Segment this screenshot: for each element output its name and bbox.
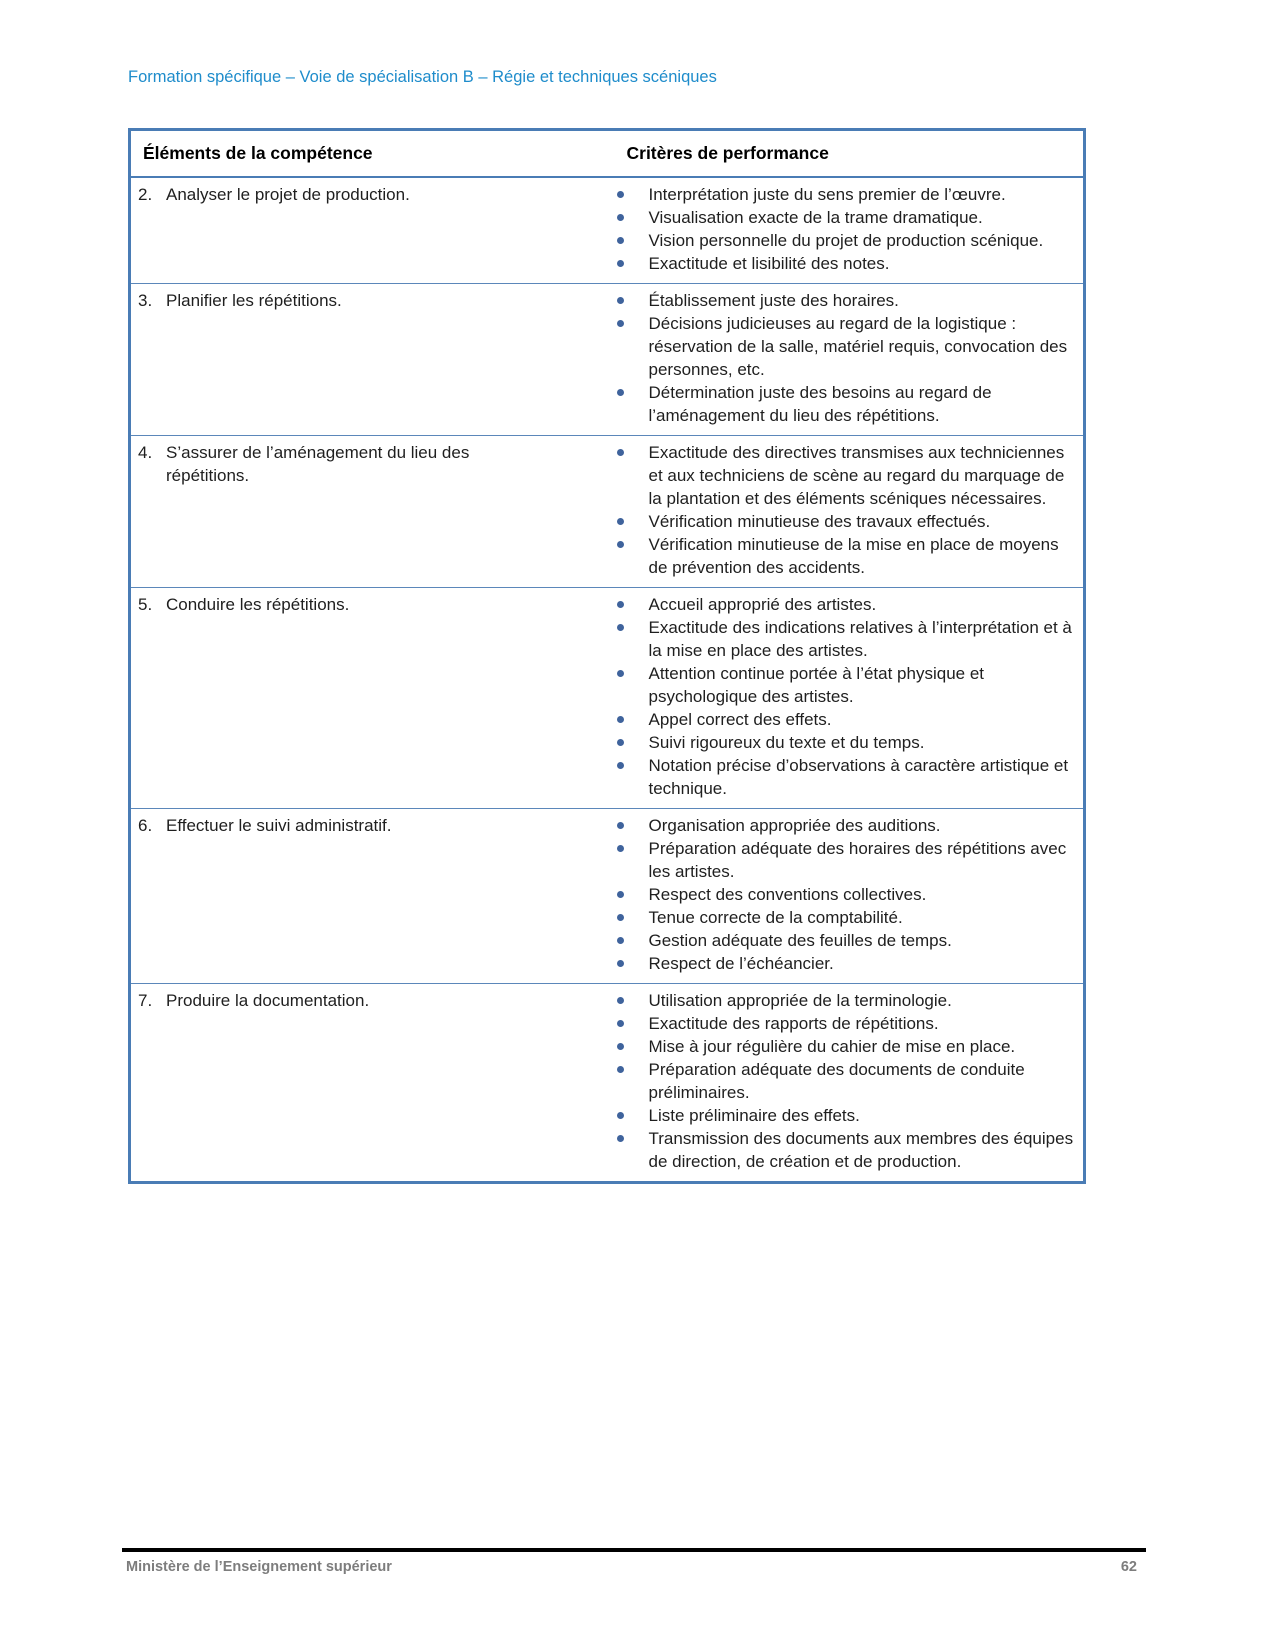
- bullet-icon: [617, 1020, 624, 1027]
- criterion-item: [615, 754, 1078, 800]
- bullet-icon: [617, 1112, 624, 1119]
- bullet-icon: [617, 960, 624, 967]
- table-row: [130, 284, 1085, 436]
- element-number: 5.: [138, 595, 153, 614]
- criterion-text: Notation précise d’observations à caractère artistique et technique.: [648, 756, 1069, 798]
- criterion-item: [615, 929, 1078, 952]
- criterion-item: [615, 1104, 1078, 1127]
- element-text: Conduire les répétitions.: [166, 595, 350, 614]
- element-text: Produire la documentation.: [166, 991, 370, 1010]
- element-text: Planifier les répétitions.: [166, 291, 342, 310]
- element-cell: [130, 984, 615, 1183]
- bullet-icon: [617, 891, 624, 898]
- element-number: 4.: [138, 443, 153, 462]
- criterion-text: Établissement juste des horaires.: [648, 291, 899, 310]
- criterion-item: [615, 289, 1078, 312]
- element-cell: [130, 809, 615, 984]
- element-cell: [130, 436, 615, 588]
- table-header-row: [130, 130, 1085, 178]
- criterion-text: Tenue correcte de la comptabilité.: [648, 908, 903, 927]
- element-cell: [130, 177, 615, 284]
- element-number: 2.: [138, 185, 153, 204]
- element-cell: [130, 284, 615, 436]
- criteria-list: [615, 289, 1078, 427]
- bullet-icon: [617, 914, 624, 921]
- criteria-cell: [615, 809, 1085, 984]
- bullet-icon: [617, 937, 624, 944]
- element-number: 3.: [138, 291, 153, 310]
- criterion-text: Vision personnelle du projet de production scénique.: [648, 231, 1044, 250]
- criterion-item: [615, 1058, 1078, 1104]
- element-item: [138, 183, 605, 206]
- criterion-text: Attention continue portée à l’état physique et psychologique des artistes.: [648, 664, 985, 706]
- column-header-elements: Éléments de la compétence: [143, 143, 373, 163]
- footer-divider: [122, 1548, 1146, 1552]
- running-header: Formation spécifique – Voie de spécialisation B – Régie et techniques scéniques: [128, 68, 717, 86]
- criterion-text: Visualisation exacte de la trame dramatique.: [648, 208, 983, 227]
- bullet-icon: [617, 716, 624, 723]
- criterion-text: Respect de l’échéancier.: [648, 954, 834, 973]
- table-row: [130, 588, 1085, 809]
- criterion-item: [615, 989, 1078, 1012]
- criterion-text: Interprétation juste du sens premier de l’œuvre.: [648, 185, 1006, 204]
- bullet-icon: [617, 389, 624, 396]
- criterion-text: Préparation adéquate des horaires des répétitions avec les artistes.: [648, 839, 1067, 881]
- bullet-icon: [617, 1135, 624, 1142]
- criterion-text: Détermination juste des besoins au regard de l’aménagement du lieu des répétitions.: [648, 383, 992, 425]
- criteria-list: [615, 183, 1078, 275]
- criteria-cell: [615, 436, 1085, 588]
- bullet-icon: [617, 1066, 624, 1073]
- criterion-text: Gestion adéquate des feuilles de temps.: [648, 931, 952, 950]
- element-item: [138, 289, 605, 312]
- criterion-item: [615, 814, 1078, 837]
- criterion-text: Liste préliminaire des effets.: [648, 1106, 860, 1125]
- criterion-text: Exactitude des rapports de répétitions.: [648, 1014, 939, 1033]
- criterion-text: Préparation adéquate des documents de conduite préliminaires.: [648, 1060, 1025, 1102]
- criterion-item: [615, 206, 1078, 229]
- criteria-cell: [615, 588, 1085, 809]
- bullet-icon: [617, 845, 624, 852]
- bullet-icon: [617, 449, 624, 456]
- element-text: S’assurer de l’aménagement du lieu des répétitions.: [166, 443, 470, 485]
- criterion-item: [615, 837, 1078, 883]
- element-cell: [130, 588, 615, 809]
- criterion-text: Exactitude des directives transmises aux techniciennes et aux techniciens de scène au regard du marquage de la plantation et des éléments scéniques nécessaires.: [648, 443, 1065, 508]
- element-text: Analyser le projet de production.: [166, 185, 410, 204]
- bullet-icon: [617, 822, 624, 829]
- criterion-item: [615, 593, 1078, 616]
- competence-table: [128, 128, 1086, 1184]
- criterion-text: Exactitude et lisibilité des notes.: [648, 254, 890, 273]
- table-row: [130, 177, 1085, 284]
- criterion-text: Accueil approprié des artistes.: [648, 595, 877, 614]
- criterion-item: [615, 1035, 1078, 1058]
- criterion-text: Vérification minutieuse de la mise en place de moyens de prévention des accidents.: [648, 535, 1059, 577]
- criterion-item: [615, 906, 1078, 929]
- criteria-list: [615, 441, 1078, 579]
- table-row: [130, 809, 1085, 984]
- bullet-icon: [617, 320, 624, 327]
- criterion-item: [615, 1012, 1078, 1035]
- bullet-icon: [617, 191, 624, 198]
- criterion-text: Mise à jour régulière du cahier de mise en place.: [648, 1037, 1016, 1056]
- criterion-item: [615, 183, 1078, 206]
- criterion-text: Utilisation appropriée de la terminologie.: [648, 991, 952, 1010]
- element-text: Effectuer le suivi administratif.: [166, 816, 392, 835]
- criteria-cell: [615, 284, 1085, 436]
- criterion-item: [615, 510, 1078, 533]
- criteria-list: [615, 814, 1078, 975]
- bullet-icon: [617, 214, 624, 221]
- criterion-text: Exactitude des indications relatives à l’interprétation et à la mise en place des artistes.: [648, 618, 1072, 660]
- bullet-icon: [617, 1043, 624, 1050]
- criterion-item: [615, 252, 1078, 275]
- criterion-item: [615, 662, 1078, 708]
- bullet-icon: [617, 739, 624, 746]
- footer-ministry-label: Ministère de l’Enseignement supérieur: [126, 1559, 392, 1575]
- criterion-item: [615, 1127, 1078, 1173]
- criterion-item: [615, 731, 1078, 754]
- criterion-item: [615, 952, 1078, 975]
- criterion-text: Suivi rigoureux du texte et du temps.: [648, 733, 925, 752]
- bullet-icon: [617, 762, 624, 769]
- criterion-item: [615, 708, 1078, 731]
- criteria-list: [615, 989, 1078, 1173]
- bullet-icon: [617, 997, 624, 1004]
- criterion-item: [615, 381, 1078, 427]
- bullet-icon: [617, 260, 624, 267]
- table-row: [130, 984, 1085, 1183]
- criterion-item: [615, 312, 1078, 381]
- criterion-text: Transmission des documents aux membres des équipes de direction, de création et de production.: [648, 1129, 1074, 1171]
- element-item: [138, 989, 605, 1012]
- criterion-text: Décisions judicieuses au regard de la logistique : réservation de la salle, matériel requis, convocation des personnes, etc.: [648, 314, 1068, 379]
- bullet-icon: [617, 541, 624, 548]
- footer-page-number: 62: [1120, 1559, 1137, 1575]
- bullet-icon: [617, 624, 624, 631]
- bullet-icon: [617, 670, 624, 677]
- criteria-list: [615, 593, 1078, 800]
- bullet-icon: [617, 601, 624, 608]
- bullet-icon: [617, 237, 624, 244]
- table-row: [130, 436, 1085, 588]
- element-item: [138, 814, 605, 837]
- column-header-criteres: Critères de performance: [626, 143, 829, 163]
- element-item: [138, 441, 605, 487]
- criterion-item: [615, 533, 1078, 579]
- criterion-item: [615, 616, 1078, 662]
- bullet-icon: [617, 518, 624, 525]
- criteria-cell: [615, 984, 1085, 1183]
- bullet-icon: [617, 297, 624, 304]
- criterion-item: [615, 229, 1078, 252]
- criterion-text: Respect des conventions collectives.: [648, 885, 927, 904]
- criterion-item: [615, 883, 1078, 906]
- element-item: [138, 593, 605, 616]
- page-footer: [122, 1559, 1146, 1575]
- element-number: 7.: [138, 991, 153, 1010]
- element-number: 6.: [138, 816, 153, 835]
- criterion-text: Appel correct des effets.: [648, 710, 832, 729]
- criterion-text: Vérification minutieuse des travaux effectués.: [648, 512, 991, 531]
- criterion-text: Organisation appropriée des auditions.: [648, 816, 941, 835]
- criterion-item: [615, 441, 1078, 510]
- criteria-cell: [615, 177, 1085, 284]
